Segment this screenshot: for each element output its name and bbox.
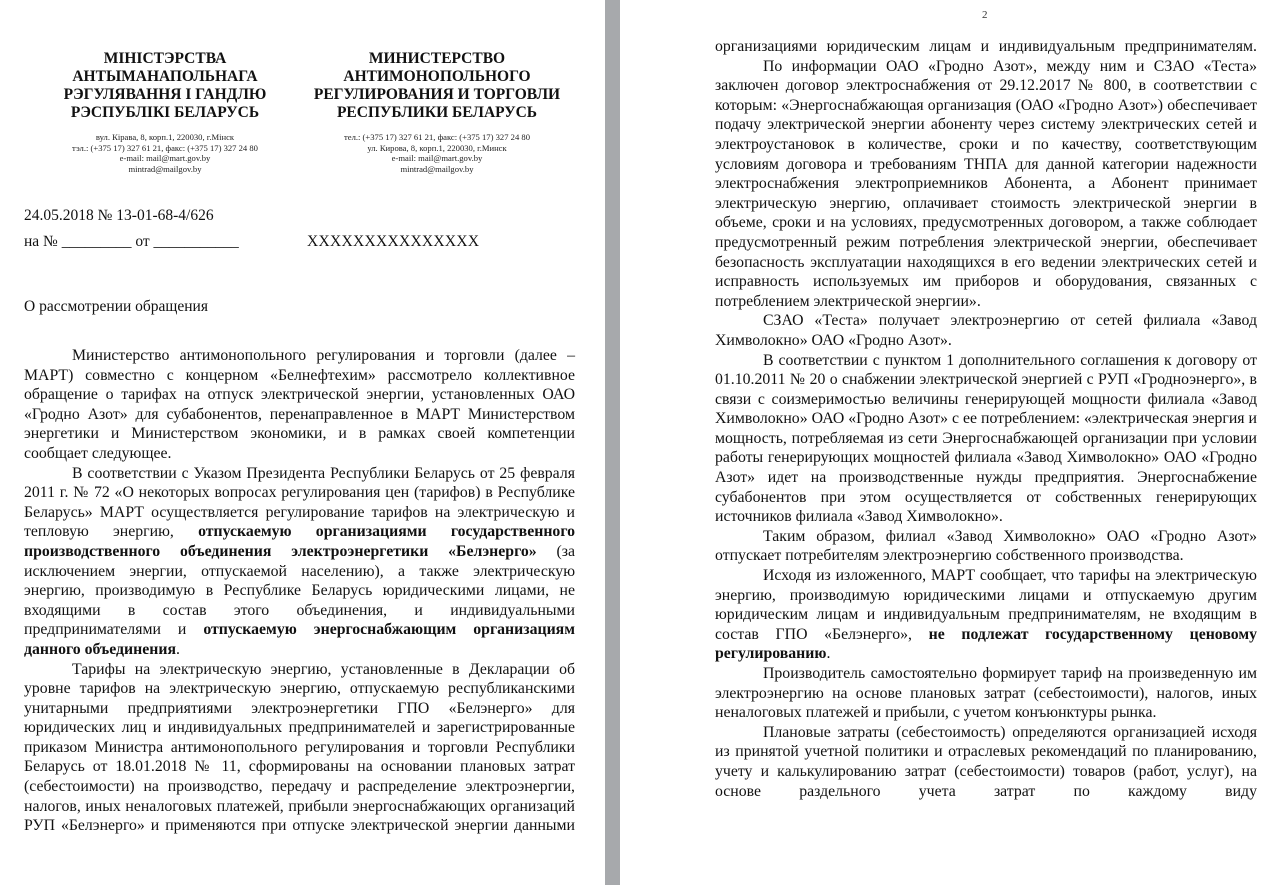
title-line: АНТЫМАНАПОЛЬНАГА: [72, 68, 258, 85]
paragraph: [24, 660, 575, 836]
page-number: 2: [982, 9, 988, 21]
text-run: Исходя из изложенного, МАРТ сообщает, что тарифы на электрическую энергию, производимую юридическими лицами и отпускаемую другим юридическим лицам и индивидуальным предпринимателям, не входящим в состав ГПО «Белэнерго»,: [715, 567, 1257, 643]
contact-info-by: [20, 132, 310, 174]
text-run: Тарифы на электрическую энергию, установленные в Декларации об уровне тарифов на электрическую энергию, отпускаемую республиканскими унитарными предприятиями электроэнергетики ГПО «Белэнерго» для юридических лиц и индивидуальных предпринимателей и зарегистрированные приказом Министра антимонопольного регулирования и торговли Республики Беларусь от 18.01.2018 № 11, сформированы на основании плановых затрат (себестоимости) на производство, передачу и распределение электроэнергии, налогов, иных неналоговых платежей, прибыли энергоснабжающих организаций РУП «Белэнерго» и применяются при отпуске электрической энергии данными: [24, 660, 575, 835]
address-line: ул. Кирова, 8, корп.1, 220030, г.Минск: [367, 142, 507, 153]
text-run: СЗАО «Теста» получает электроэнергию от сетей филиала «Завод Химволокно» ОАО «Гродно Азот».: [715, 312, 1257, 349]
paragraph: [715, 527, 1257, 566]
registration-number: 24.05.2018 № 13-01-68-4/626: [24, 207, 214, 224]
bold-text: отпускаемую организациями государственного производственного объединения электроэнергетики «Белэнерго»: [24, 523, 575, 560]
contact-info-ru: [292, 132, 582, 174]
title-line: РЭСПУБЛІКІ БЕЛАРУСЬ: [70, 104, 260, 121]
document-page-2: [620, 0, 1280, 885]
text-run: .: [176, 640, 180, 658]
text-run: Таким образом, филиал «Завод Химволокно» ОАО «Гродно Азот» отпускает потребителям электроэнергию собственного производства.: [715, 527, 1257, 565]
paragraph: [715, 351, 1257, 527]
paragraph: [715, 311, 1257, 350]
title-line: АНТИМОНОПОЛЬНОГО: [343, 68, 531, 85]
page-separator: [605, 0, 620, 885]
letter-body-page-1: [24, 346, 575, 836]
paragraph: [715, 723, 1257, 801]
text-run: По информации ОАО «Гродно Азот», между ним и СЗАО «Теста» заключен договор электроснабжения от 29.12.2017 № 800, в соответствии с которым: «Энергоснабжающая организация (ОАО «Гродно Азот») обеспечивает подачу электрической энергии абоненту через систему электрических сетей и электроустановок в количестве, сроки и по качеству, соответствующим условиям договора и требованиям ТНПА для данной категории надежности электроснабжения электроприемников Абонента, а Абонент принимает электрическую энергию, оплачивает стоимость электрической энергии в объеме, сроки и на условиях, предусмотренных договором, а также соблюдает предусмотренный режим потребления электрической энергии, обеспечивает безопасность эксплуатации находящихся в его ведении электрических сетей и исправность используемых им приборов и оборудования, связанных с потреблением электрической энергии».: [715, 57, 1257, 310]
paragraph: [715, 664, 1257, 723]
title-line: РЕГУЛИРОВАНИЯ И ТОРГОВЛИ: [313, 86, 561, 103]
text-run: В соответствии с пунктом 1 дополнительного соглашения к договору от 01.10.2011 № 20 о снабжении электрической энергией с РУП «Гродноэнерго», в связи с соизмеримостью величины генерирующей мощности филиала «Завод Химволокно» ОАО «Гродно Азот» с ее потреблением: «электрическая энергия и мощность, потребляемая из сети Энергоснабжающей организации при условии работы генерирующих мощностей филиала «Завод Химволокно» ОАО «Гродно Азот» идет на производственные нужды предприятия. Энергоснабжение субабонентов при этом осуществляется от собственных генерирующих источников филиала «Завод Химволокно».: [715, 351, 1257, 526]
ministry-name-by: [20, 50, 310, 122]
title-line: РЕСПУБЛИКИ БЕЛАРУСЬ: [336, 104, 538, 121]
text-run: (за исключением энергии, отпускаемой населению), а также электрическую энергию, производимую в Республике Беларусь юридическими лицами, не входящими в состав этого объединения, и индивидуальными предпринимателями и: [24, 542, 575, 639]
title-line: РЭГУЛЯВАННЯ І ГАНДЛЮ: [63, 86, 267, 103]
reference-line: на № _________ от ___________: [24, 233, 239, 250]
address-line: mintrad@mailgov.by: [400, 163, 474, 174]
text-run: Плановые затраты (себестоимость) определяются организацией исходя из принятой учетной политики и отраслевых рекомендаций по планированию, учету и калькулированию затрат (себестоимости) товаров (работ, услуг), на основе раздельного учета затрат по каждому виду: [715, 723, 1257, 800]
paragraph: [715, 37, 1257, 57]
paragraph: [24, 464, 575, 660]
addressee: XXXXXXXXXXXXXXX: [307, 233, 480, 250]
letterhead-russian: [292, 50, 582, 174]
address-line: e-mail: mail@mart.gov.by: [391, 153, 483, 163]
title-line: МИНИСТЕРСТВО: [368, 50, 506, 67]
paragraph: [24, 346, 575, 464]
bold-text: не подлежат государственному ценовому регулированию: [715, 625, 1257, 663]
address-line: тел.: (+375 17) 327 61 21, факс: (+375 17) 327 24 80: [344, 132, 530, 142]
text-run: организациями юридическим лицам и индивидуальным предпринимателям.: [715, 38, 1257, 55]
letterhead-belarusian: [20, 50, 310, 174]
paragraph: [715, 566, 1257, 664]
text-run: Производитель самостоятельно формирует тариф на произведенную им электроэнергию на основе плановых затрат (себестоимости), налогов, иных неналоговых платежей и прибыли, с учетом конъюнктуры рынка.: [715, 665, 1257, 722]
letter-body-page-2: [715, 37, 1257, 801]
ministry-name-ru: [292, 50, 582, 122]
bold-text: отпускаемую энергоснабжающим организациям данного объединения: [24, 621, 575, 658]
document-page-1: [0, 0, 605, 885]
address-line: тэл.: (+375 17) 327 61 21, факс: (+375 17) 327 24 80: [72, 142, 258, 153]
address-line: mintrad@mailgov.by: [128, 163, 202, 174]
text-run: Министерство антимонопольного регулирования и торговли (далее – МАРТ) совместно с концерном «Белнефтехим» рассмотрело коллективное обращение о тарифах на отпуск электрической энергии, установленных ОАО «Гродно Азот» для субабонентов, перенаправленное в МАРТ Министерством энергетики и Министерством экономики, и в рамках своей компетенции сообщает следующее.: [24, 347, 575, 462]
address-line: e-mail: mail@mart.gov.by: [119, 153, 211, 163]
address-line: вул. Кірава, 8, корп.1, 220030, г.Мінск: [95, 132, 235, 142]
letter-subject: О рассмотрении обращения: [24, 298, 208, 315]
text-run: .: [826, 645, 831, 663]
text-run: В соответствии с Указом Президента Республики Беларусь от 25 февраля 2011 г. № 72 «О некоторых вопросах регулирования цен (тарифов) в Республике Беларусь» МАРТ осуществляется регулирование тарифов на электрическую и тепловую энергию,: [24, 464, 575, 541]
paragraph: [715, 57, 1257, 312]
title-line: МІНІСТЭРСТВА: [103, 50, 227, 67]
